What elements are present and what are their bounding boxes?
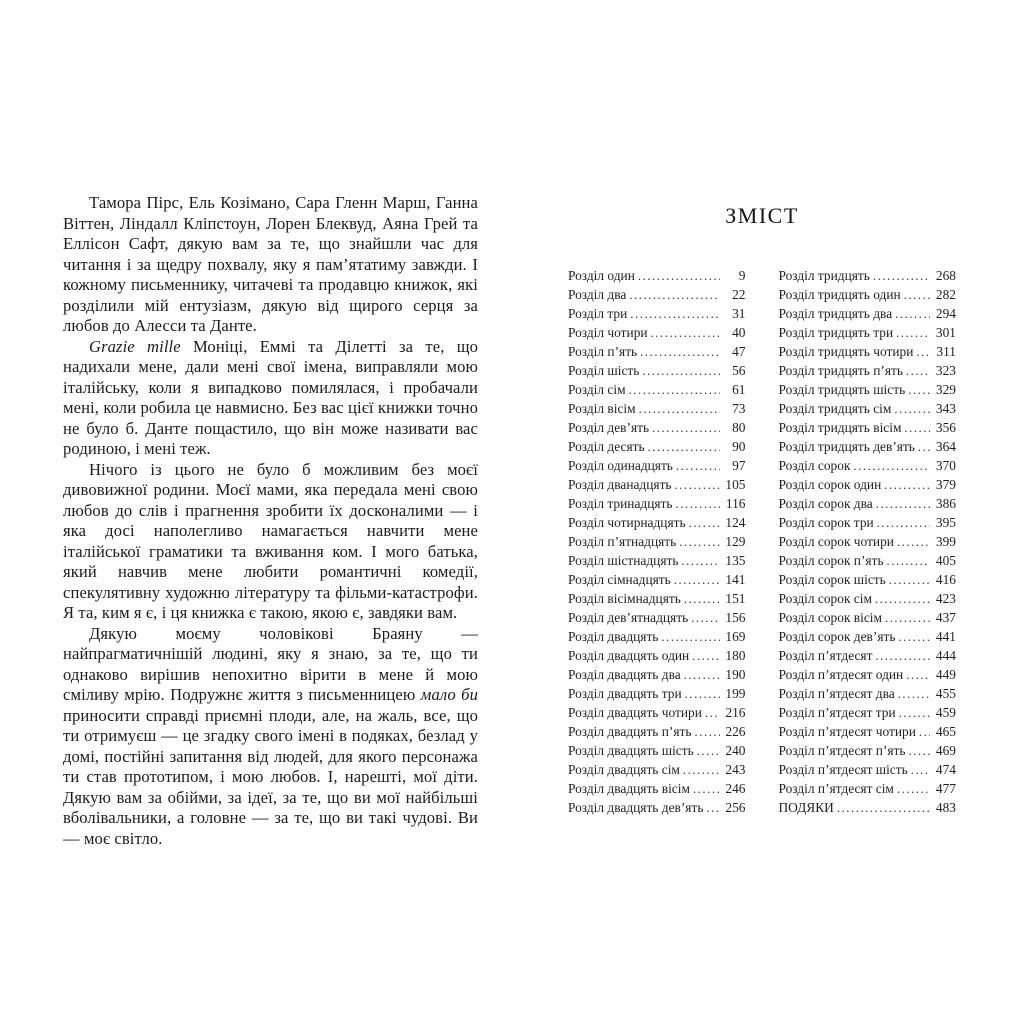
toc-entry-label: Розділ двадцять три: [568, 686, 682, 701]
toc-entry-label: Розділ п’ятдесят сім: [778, 781, 894, 796]
toc-entry-page: 9: [738, 268, 746, 283]
toc-leader-dots: [911, 760, 930, 780]
toc-entry-page: 116: [725, 496, 746, 511]
toc-entry-page: 405: [935, 553, 956, 568]
toc-entry: [779, 646, 957, 665]
toc-entry-page: 399: [935, 534, 956, 549]
toc-leader-dots: [639, 399, 720, 419]
toc-entry-page: 444: [935, 648, 956, 663]
toc-entry-page: 169: [725, 629, 746, 644]
toc-entry: [568, 798, 746, 817]
toc-leader-dots: [706, 798, 719, 818]
toc-leader-dots: [889, 570, 930, 590]
toc-entry-label: Розділ сорок: [778, 458, 851, 473]
toc-entry-page: 47: [732, 344, 746, 359]
toc-entry-label: Розділ шість: [568, 363, 640, 378]
toc-entry-page: 477: [935, 781, 956, 796]
toc-leader-dots: [919, 722, 930, 742]
toc-entry: [779, 627, 957, 646]
toc-entry-label: Розділ вісімнадцять: [568, 591, 681, 606]
toc-entry: [568, 532, 746, 551]
toc-entry: [568, 342, 746, 361]
toc-title: ЗМІСТ: [725, 203, 799, 228]
toc-entry-label: Розділ тридцять п’ять: [778, 363, 903, 378]
toc-entry-label: Розділ тридцять один: [778, 287, 901, 302]
toc-entry-label: Розділ сім: [568, 382, 626, 397]
toc-leader-dots: [676, 456, 720, 476]
toc-entry: [779, 418, 957, 437]
toc-entry-label: Розділ тридцять три: [778, 325, 894, 340]
toc-leader-dots: [877, 513, 930, 533]
toc-entry-label: Розділ тридцять сім: [778, 401, 892, 416]
toc-entry-label: Розділ сімнадцять: [568, 572, 671, 587]
toc-entry-label: Розділ п’ятдесят два: [778, 686, 895, 701]
text-run: Нічого із цього не було б можливим без моєї дивовижної родини. Моєї мами, яка передала мені свою любов до слів і прагнення зробити їх досконалими — і яка досі наполегливо намагається навчити мене італійської граматики та вживання ком. І мого батька, який навчив мене любити романтичні комедії, спекулятивну художню літературу та фільми-катастрофи. Я та, ким я є, і ця книжка є такою, якою є, завдяки вам.: [63, 459, 478, 622]
toc-entry: [568, 760, 746, 779]
toc-entry-label: Розділ двадцять: [568, 629, 659, 644]
toc-leader-dots: [689, 513, 720, 533]
toc-entry-label: Розділ сорок два: [778, 496, 873, 511]
toc-entry: [568, 456, 746, 475]
toc-entry-label: Розділ двадцять шість: [568, 743, 694, 758]
toc-entry-page: 459: [935, 705, 956, 720]
toc-leader-dots: [875, 646, 930, 666]
toc-entry-label: Розділ двадцять вісім: [568, 781, 690, 796]
text-run: Дякую моєму чоловікові Браяну — найпрагматичнішій людині, яку я знаю, за те, що ти однаково вирішив непохитно вірити в мене й мою сміливу мрію. Подружнє життя з письменницею: [63, 623, 478, 704]
toc-leader-dots: [904, 285, 930, 305]
toc-entry-page: 423: [935, 591, 956, 606]
toc-entry: [568, 589, 746, 608]
toc-leader-dots: [629, 285, 719, 305]
toc-leader-dots: [853, 456, 930, 476]
toc-entry-label: Розділ двадцять п’ять: [568, 724, 692, 739]
toc-entry-label: Розділ п’ять: [568, 344, 638, 359]
toc-entry-label: Розділ п’ятдесят: [778, 648, 873, 663]
toc-entry: [568, 266, 746, 285]
toc-entry: [568, 665, 746, 684]
toc-entry: [779, 684, 957, 703]
italic-text-run: Grazie mille: [89, 336, 181, 356]
paragraph: [63, 337, 478, 460]
toc-entry: [779, 703, 957, 722]
toc-entry-page: 483: [935, 800, 956, 815]
toc-entry-label: Розділ сорок дев’ять: [778, 629, 896, 644]
toc-entry: [568, 494, 746, 513]
toc-leader-dots: [697, 741, 720, 761]
toc-entry-page: 294: [935, 306, 956, 321]
toc-entry-label: Розділ тридцять вісім: [778, 420, 902, 435]
paragraph: [63, 624, 478, 850]
toc-entry-label: Розділ три: [568, 306, 628, 321]
toc-entry-label: Розділ двадцять один: [568, 648, 690, 663]
toc-leader-dots: [683, 760, 720, 780]
toc-entry: [779, 665, 957, 684]
toc-leader-dots: [693, 779, 720, 799]
toc-leader-dots: [906, 361, 930, 381]
toc-entry: [568, 570, 746, 589]
toc-entry-page: 323: [935, 363, 956, 378]
toc-entry-page: 31: [732, 306, 746, 321]
toc-entry: [779, 323, 957, 342]
toc-leader-dots: [918, 437, 930, 457]
toc-leader-dots: [685, 684, 720, 704]
toc-entry-label: Розділ двадцять дев’ять: [568, 800, 704, 815]
toc-entry-page: 40: [732, 325, 746, 340]
toc-entry: [568, 722, 746, 741]
toc-entry: [779, 437, 957, 456]
toc-entry: [568, 779, 746, 798]
toc-entry-label: Розділ десять: [568, 439, 645, 454]
toc-column-right: [779, 266, 957, 817]
toc-leader-dots: [897, 532, 930, 552]
toc-entry: [779, 475, 957, 494]
toc-entry: [779, 361, 957, 380]
toc-entry-label: Розділ двадцять сім: [568, 762, 680, 777]
toc-entry-page: 61: [732, 382, 746, 397]
toc-entry-page: 105: [725, 477, 746, 492]
toc-entry-label: Розділ тридцять: [778, 268, 870, 283]
toc-entry-label: Розділ п’ятдесят один: [778, 667, 904, 682]
toc-leader-dots: [916, 342, 930, 362]
toc-entry: [568, 646, 746, 665]
toc-leader-dots: [898, 627, 930, 647]
toc-entry: [568, 551, 746, 570]
toc-entry-page: 141: [725, 572, 746, 587]
toc-leader-dots: [638, 266, 720, 286]
toc-entry-page: 343: [935, 401, 956, 416]
toc-entry-page: 80: [732, 420, 746, 435]
toc-leader-dots: [705, 703, 720, 723]
toc-leader-dots: [897, 779, 930, 799]
toc-entry-page: 386: [935, 496, 956, 511]
toc-entry-label: Розділ один: [568, 268, 635, 283]
toc-leader-dots: [640, 342, 719, 362]
toc-entry-page: 441: [935, 629, 956, 644]
toc-entry: [568, 703, 746, 722]
toc-leader-dots: [899, 703, 930, 723]
toc-entry: [568, 513, 746, 532]
toc-entry-page: 474: [935, 762, 956, 777]
toc-leader-dots: [674, 570, 720, 590]
toc-entry-label: Розділ двадцять два: [568, 667, 681, 682]
toc-entry-label: Розділ чотири: [568, 325, 648, 340]
toc-entry: [779, 551, 957, 570]
toc-entry: [568, 399, 746, 418]
toc-entry: [779, 380, 957, 399]
toc-leader-dots: [887, 551, 930, 571]
toc-entry: [568, 361, 746, 380]
toc-entry-label: Розділ дванадцять: [568, 477, 672, 492]
toc-entry: [779, 304, 957, 323]
toc-entry-page: 356: [935, 420, 956, 435]
toc-entry-page: 364: [935, 439, 956, 454]
paragraph: [63, 460, 478, 624]
toc-entry: [779, 513, 957, 532]
toc-entry-page: 243: [725, 762, 746, 777]
toc-leader-dots: [885, 608, 930, 628]
toc-leader-dots: [642, 361, 719, 381]
toc-entry: [779, 342, 957, 361]
toc-entry-label: Розділ сорок вісім: [778, 610, 882, 625]
text-run: Моніці, Еммі та Ділетті за те, що надихали мене, дали мені свої імена, виправляли мою італійську, коли я випадково помилялася, і пробачали мені, коли робила це навмисно. Без вас цієї книжки точно не було б. Данте пощастило, що він може називати вас родиною, і мені теж.: [63, 336, 478, 458]
toc-entry: [779, 779, 957, 798]
toc-entry-page: 129: [725, 534, 746, 549]
toc-entry-page: 226: [725, 724, 746, 739]
toc-leader-dots: [675, 475, 720, 495]
toc-entry: [779, 285, 957, 304]
toc-entry: [779, 589, 957, 608]
toc-leader-dots: [681, 551, 719, 571]
toc-entry-label: Розділ сорок три: [778, 515, 874, 530]
toc-entry-page: 135: [725, 553, 746, 568]
toc-entry-page: 469: [935, 743, 956, 758]
toc-leader-dots: [692, 646, 719, 666]
toc-entry-page: 379: [935, 477, 956, 492]
toc-entry-page: 395: [935, 515, 956, 530]
toc-entry: [568, 323, 746, 342]
toc-leader-dots: [904, 418, 930, 438]
toc-leader-dots: [652, 418, 719, 438]
toc-entry-label: Розділ дев’ять: [568, 420, 650, 435]
italic-text-run: мало би: [420, 685, 478, 704]
toc-leader-dots: [629, 380, 720, 400]
toc-entry-label: Розділ два: [568, 287, 627, 302]
toc-entry: [779, 266, 957, 285]
toc-entry: [568, 285, 746, 304]
toc-entry-page: 416: [935, 572, 956, 587]
toc-entry-page: 90: [732, 439, 746, 454]
toc-leader-dots: [691, 608, 719, 628]
toc-entry-page: 190: [725, 667, 746, 682]
toc-entry: [779, 494, 957, 513]
toc-entry: [779, 741, 957, 760]
toc-entry: [568, 627, 746, 646]
toc-entry-page: 151: [725, 591, 746, 606]
toc-entry-label: Розділ п’ятдесят три: [778, 705, 896, 720]
toc-entry-page: 199: [725, 686, 746, 701]
paragraph: [63, 193, 478, 337]
toc-entry-page: 311: [936, 344, 956, 359]
toc-entry-label: Розділ чотирнадцять: [568, 515, 686, 530]
toc-entry-page: 449: [935, 667, 956, 682]
toc-entry-label: Розділ п’ятдесят чотири: [778, 724, 916, 739]
toc-entry: [779, 570, 957, 589]
toc-entry-page: 437: [935, 610, 956, 625]
text-run: Тамора Пірс, Ель Козімано, Сара Гленн Марш, Ганна Віттен, Ліндалл Кліпстоун, Лорен Блеквуд, Аяна Грей та Еллісон Сафт, дякую вам за те, що знайшли час для читання і за щедру похвалу, яку я пам’ятатиму завжди. І кожному письменнику, читачеві та продавцю книжок, які розділили мій ентузіазм, дякую від щирого серця за любов до Алесси та Данте.: [63, 193, 478, 335]
toc-leader-dots: [884, 475, 930, 495]
toc-leader-dots: [908, 380, 930, 400]
acknowledgments-text: [63, 193, 478, 849]
toc-entry-label: Розділ сорок шість: [778, 572, 886, 587]
toc-entry-page: 240: [725, 743, 746, 758]
toc-leader-dots: [648, 437, 720, 457]
toc-entry-label: Розділ вісім: [568, 401, 636, 416]
toc-entry: [779, 722, 957, 741]
toc-leader-dots: [837, 798, 930, 818]
toc-leader-dots: [651, 323, 720, 343]
toc-entry-page: 282: [935, 287, 956, 302]
toc-entry: [779, 456, 957, 475]
toc-entry: [779, 532, 957, 551]
toc-entry-label: Розділ шістнадцять: [568, 553, 679, 568]
toc-entry-label: Розділ сорок чотири: [778, 534, 894, 549]
toc-leader-dots: [679, 532, 719, 552]
toc-entry-label: Розділ дев’ятнадцять: [568, 610, 689, 625]
toc-entry: [568, 741, 746, 760]
toc-entry-label: Розділ сорок один: [778, 477, 882, 492]
text-run: приносити справді приємні плоди, але, на жаль, все, що ти отримуєш — це згадку свого імені в подяках, безлад у домі, постійні запитання від людей, для якого персонажа ти став прототипом, і мою любов. І, нарешті, мої діти. Дякую вам за обійми, за ідеї, за те, що ви мої найбільші вболівальники, а головне — за те, що ви такі чудові. Ви — моє світло.: [63, 705, 478, 848]
toc-entry-page: 73: [732, 401, 746, 416]
toc-entry: [568, 418, 746, 437]
toc-leader-dots: [684, 665, 720, 685]
toc-leader-dots: [898, 684, 930, 704]
toc-entry-label: Розділ сорок сім: [778, 591, 872, 606]
toc-entry-page: 301: [935, 325, 956, 340]
toc-leader-dots: [684, 589, 720, 609]
toc-entry: [568, 304, 746, 323]
toc-leader-dots: [630, 304, 719, 324]
toc-leader-dots: [896, 323, 930, 343]
toc-entry-label: Розділ п’ятдесят шість: [778, 762, 908, 777]
toc-leader-dots: [661, 627, 719, 647]
toc-entry-page: 329: [935, 382, 956, 397]
toc-leader-dots: [695, 722, 720, 742]
toc-entry-label: Розділ тридцять чотири: [778, 344, 914, 359]
toc-entry-label: Розділ тринадцять: [568, 496, 673, 511]
toc-entry-page: 268: [935, 268, 956, 283]
toc-entry-label: Розділ двадцять чотири: [568, 705, 702, 720]
toc-entry: [779, 608, 957, 627]
toc-entry: [568, 684, 746, 703]
toc-entry-page: 124: [725, 515, 746, 530]
toc-entry-page: 370: [935, 458, 956, 473]
toc-entry-label: ПОДЯКИ: [778, 800, 834, 815]
toc-entry-label: Розділ п’ятнадцять: [568, 534, 677, 549]
toc-entry-page: 56: [732, 363, 746, 378]
toc-leader-dots: [873, 266, 930, 286]
toc-entry-page: 465: [935, 724, 956, 739]
toc-entry-label: Розділ тридцять дев’ять: [778, 439, 915, 454]
toc-entry-label: Розділ п’ятдесят п’ять: [778, 743, 906, 758]
toc-entry-page: 180: [725, 648, 746, 663]
toc-entry: [568, 380, 746, 399]
toc-entry: [568, 437, 746, 456]
toc-entry-page: 156: [725, 610, 746, 625]
toc-column-left: [568, 266, 746, 817]
toc-leader-dots: [875, 589, 930, 609]
toc-entry-label: Розділ одинадцять: [568, 458, 673, 473]
toc-leader-dots: [894, 399, 930, 419]
toc-leader-dots: [906, 665, 930, 685]
toc-entry-page: 22: [732, 287, 746, 302]
toc-entry-page: 97: [732, 458, 746, 473]
toc-leader-dots: [909, 741, 930, 761]
toc-entry-page: 256: [725, 800, 746, 815]
toc-entry: [779, 798, 957, 817]
toc-leader-dots: [895, 304, 930, 324]
toc-entry-label: Розділ сорок п’ять: [778, 553, 884, 568]
toc-leader-dots: [676, 494, 720, 514]
toc-leader-dots: [876, 494, 930, 514]
toc-entry-label: Розділ тридцять шість: [778, 382, 906, 397]
table-of-contents: [568, 203, 956, 817]
toc-entry: [779, 760, 957, 779]
toc-entry: [779, 399, 957, 418]
toc-columns: [568, 266, 956, 817]
toc-entry-page: 216: [725, 705, 746, 720]
toc-entry-page: 455: [935, 686, 956, 701]
toc-entry: [568, 608, 746, 627]
toc-entry-page: 246: [725, 781, 746, 796]
toc-entry-label: Розділ тридцять два: [778, 306, 893, 321]
toc-entry: [568, 475, 746, 494]
